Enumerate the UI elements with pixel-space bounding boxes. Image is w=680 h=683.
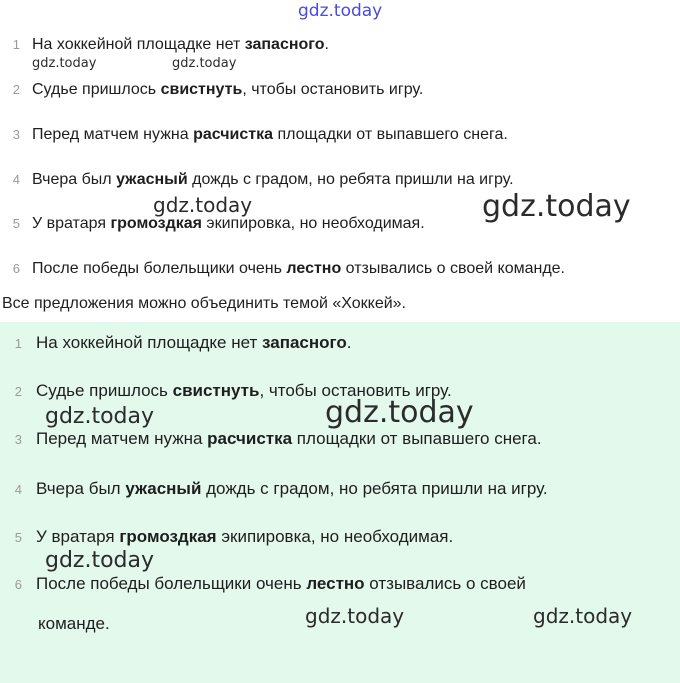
sentence-2 — [8, 82, 423, 98]
watermark: gdz.today — [533, 604, 633, 628]
summary-text: Все предложения можно объединить темой «Хоккей». — [2, 295, 406, 312]
highlighted-word: расчистка — [193, 126, 273, 143]
sentence-number: 6 — [12, 261, 20, 276]
sentence-number: 3 — [12, 127, 20, 142]
sentence-text: Судье пришлось свистнуть, чтобы остановить игру. — [32, 81, 424, 98]
sentence-5 — [8, 216, 425, 232]
watermark: gdz.today — [172, 56, 237, 71]
sentence-number: 2 — [12, 82, 20, 97]
sentence-text: У вратаря громоздкая экипировка, но необходимая. — [32, 215, 425, 232]
sentence-4 — [10, 480, 548, 497]
sentence-text: Вчера был ужасный дождь с градом, но ребята пришли на игру. — [36, 479, 548, 498]
highlighted-word: лестно — [306, 574, 365, 593]
sentence-text: Перед матчем нужна расчистка площадки от выпавшего снега. — [36, 429, 542, 448]
highlighted-word: расчистка — [207, 429, 293, 448]
sentence-number: 2 — [14, 384, 22, 399]
highlighted-word: свистнуть — [160, 81, 243, 98]
sentence-number: 1 — [14, 336, 22, 351]
sentence-number: 1 — [12, 37, 20, 52]
highlighted-word: запасного — [262, 333, 347, 352]
sentence-1 — [10, 334, 352, 351]
highlighted-word: свистнуть — [172, 381, 260, 400]
highlighted-word: ужасный — [125, 479, 202, 498]
sentence-3 — [10, 430, 542, 447]
watermark: gdz.today — [298, 1, 383, 21]
sentence-text: На хоккейной площадке нет запасного. — [36, 333, 352, 352]
sentence-1 — [8, 37, 329, 53]
highlighted-word: запасного — [244, 36, 325, 53]
watermark: gdz.today — [153, 193, 253, 217]
highlighted-word: ужасный — [116, 171, 188, 188]
sentence-number: 5 — [14, 530, 22, 545]
sentence-4 — [8, 172, 514, 188]
sentence-text: Вчера был ужасный дождь с градом, но ребята пришли на игру. — [32, 171, 514, 188]
watermark: gdz.today — [325, 395, 474, 430]
sentence-text: После победы болельщики очень лестно отзывались о своей команде. — [32, 260, 565, 277]
highlighted-word: лестно — [286, 260, 342, 277]
sentence-6 — [10, 575, 526, 592]
sentence-number: 3 — [14, 432, 22, 447]
watermark: gdz.today — [482, 189, 631, 224]
sentence-5 — [10, 528, 453, 545]
sentence-text: Судье пришлось свистнуть, чтобы остановить игру. — [36, 381, 452, 400]
highlighted-word: громоздкая — [119, 527, 217, 546]
sentence-6-continuation: команде. — [38, 614, 110, 633]
highlighted-word: громоздкая — [110, 215, 202, 232]
answer-panel — [0, 322, 680, 683]
sentence-number: 4 — [12, 172, 20, 187]
watermark: gdz.today — [305, 604, 405, 628]
watermark: gdz.today — [45, 404, 155, 429]
sentence-3 — [8, 127, 508, 143]
sentence-text: Перед матчем нужна расчистка площадки от выпавшего снега. — [32, 126, 508, 143]
watermark: gdz.today — [32, 56, 97, 71]
sentence-number: 4 — [14, 482, 22, 497]
sentence-number: 5 — [12, 216, 20, 231]
sentence-text: После победы болельщики очень лестно отзывались о своей — [36, 574, 526, 593]
sentence-text: На хоккейной площадке нет запасного. — [32, 36, 329, 53]
sentence-text: У вратаря громоздкая экипировка, но необходимая. — [36, 527, 454, 546]
sentence-6 — [8, 261, 565, 277]
sentence-number: 6 — [14, 577, 22, 592]
watermark: gdz.today — [45, 548, 155, 573]
